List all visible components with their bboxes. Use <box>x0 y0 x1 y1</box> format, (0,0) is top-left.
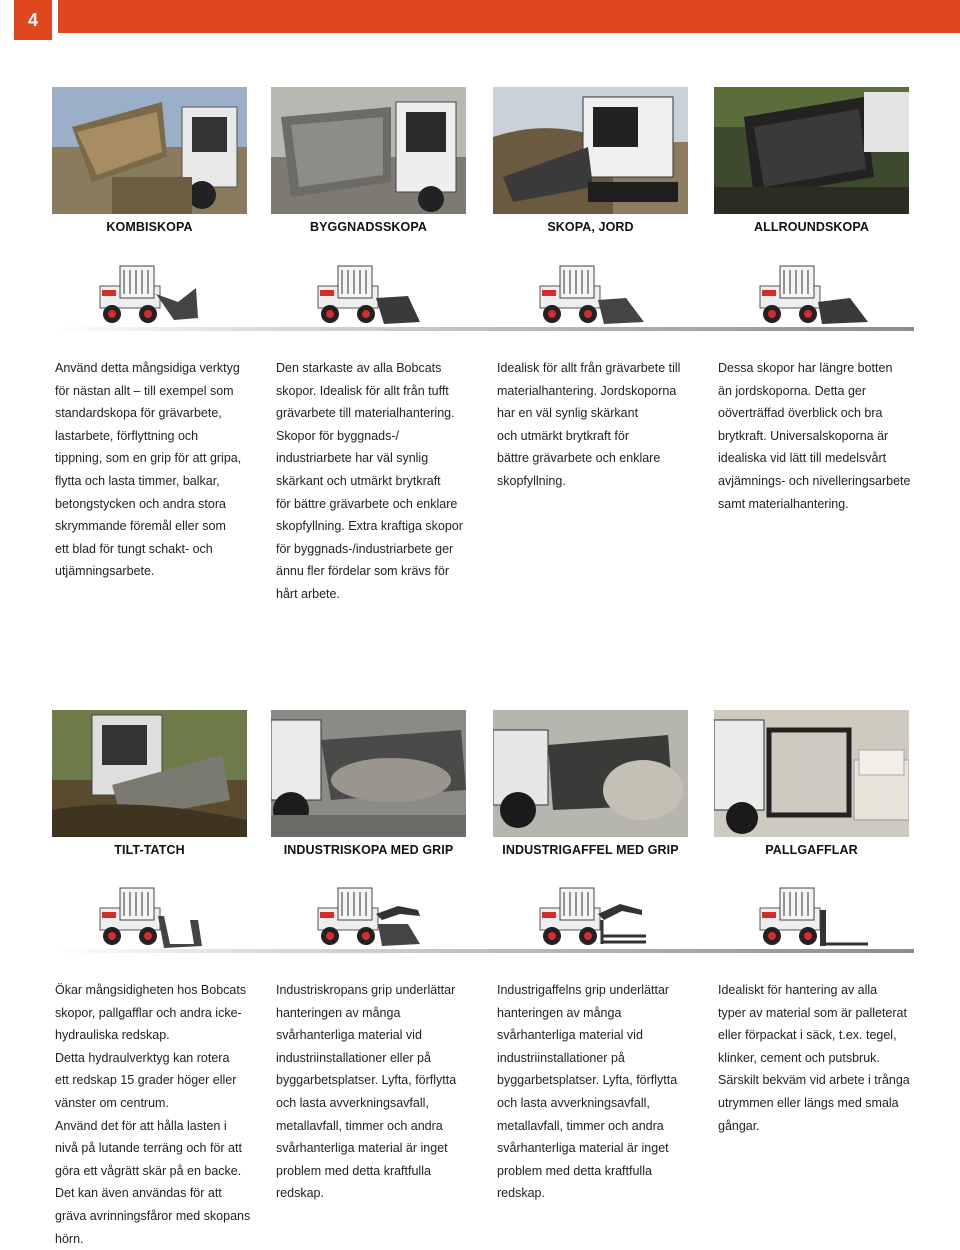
text-line: metallavfall, timmer och andra <box>276 1118 443 1133</box>
text-line: för byggnads-/industriarbete ger <box>276 541 454 556</box>
text-line: svårhanterliga material vid <box>276 1028 422 1043</box>
description-kombiskopa <box>55 357 260 583</box>
text-line: hydrauliska redskap. <box>55 1028 170 1043</box>
text-line: industriarbete har väl synlig <box>276 451 429 466</box>
description-industriskopa-med-grip <box>276 979 481 1205</box>
photo-allroundskopa <box>714 87 909 214</box>
machine-illustration-kombiskopa <box>90 258 210 328</box>
text-line: skopor. Idealisk för allt från tufft <box>276 383 449 398</box>
text-line: problem med detta kraftfulla <box>497 1163 652 1178</box>
machine-illustration-allroundskopa <box>750 258 870 328</box>
text-line: materialhantering. Jordskoporna <box>497 383 677 398</box>
text-line: Använd detta mångsidiga verktyg <box>55 361 240 375</box>
text-line: avjämnings- och nivelleringsarbete <box>718 473 911 488</box>
machine-illustration-tilt-tatch <box>90 880 210 950</box>
text-line: Industriskropans grip underlättar <box>276 983 456 997</box>
machine-illustration-industrigaffel-med-grip <box>530 880 650 950</box>
description-byggnadsskopa <box>276 357 481 606</box>
text-line: svårhanterliga material är inget <box>497 1141 669 1156</box>
text-line: grävarbete till materialhantering. <box>276 406 455 421</box>
text-line: Industrigaffelns grip underlättar <box>497 983 670 997</box>
divider-top <box>52 327 914 331</box>
text-line: idealiska vid lätt till medelsvårt <box>718 451 887 466</box>
text-line: industriinstallationer på <box>497 1050 625 1065</box>
photo-skopa-jord <box>493 87 688 214</box>
text-line: vänster om centrum. <box>55 1095 169 1110</box>
photo-pallgafflar <box>714 710 909 837</box>
description-allroundskopa <box>718 357 923 515</box>
text-line: skärkant och utmärkt brytkraft <box>276 473 441 488</box>
text-line: Använd det för att hålla lasten i <box>55 1118 227 1133</box>
text-line: byggarbetsplatser. Lyfta, förflytta <box>497 1073 678 1088</box>
text-line: Idealisk för allt från grävarbete till <box>497 361 681 375</box>
caption-byggnadsskopa: BYGGNADSSKOPA <box>309 220 428 234</box>
caption-tilt-tatch: TILT-TATCH <box>114 843 185 857</box>
text-line: Särskilt bekväm vid arbete i trånga <box>718 1073 910 1088</box>
text-line: redskap. <box>276 1186 324 1201</box>
machine-illustration-byggnadsskopa <box>308 258 428 328</box>
photo-industriskopa-med-grip <box>271 710 466 837</box>
text-line: och utmärkt brytkraft för <box>497 428 629 443</box>
text-line: problem med detta kraftfulla <box>276 1163 431 1178</box>
divider-bottom <box>52 949 914 953</box>
header-bar <box>58 0 960 33</box>
description-tilt-tatch <box>55 979 260 1250</box>
text-line: har en väl synlig skärkant <box>497 406 639 421</box>
text-line: än jordskoporna. Detta ger <box>718 383 867 398</box>
text-line: typer av material som är palleterat <box>718 1005 907 1020</box>
text-line: samt materialhantering. <box>718 496 849 511</box>
text-line: skopfyllning. <box>497 473 566 488</box>
text-line: industriinstallationer eller på <box>276 1050 431 1065</box>
photo-tilt-tatch <box>52 710 247 837</box>
text-line: klinker, cement och putsbruk. <box>718 1050 880 1065</box>
machine-illustration-skopa-jord <box>530 258 650 328</box>
text-line: skrymmande föremål eller som <box>55 519 226 534</box>
text-line: för bättre grävarbete och enklare <box>276 496 458 511</box>
photo-byggnadsskopa <box>271 87 466 214</box>
text-line: utjämningsarbete. <box>55 564 155 579</box>
text-line: byggarbetsplatser. Lyfta, förflytta <box>276 1073 457 1088</box>
text-line: ett blad för tungt schakt- och <box>55 541 213 556</box>
text-line: flytta och lasta timmer, balkar, <box>55 473 220 488</box>
text-line: Ökar mångsidigheten hos Bobcats <box>55 983 247 997</box>
caption-skopa-jord: SKOPA, JORD <box>547 220 634 234</box>
text-line: gräva avrinningsfåror med skopans <box>55 1208 251 1223</box>
text-line: Detta hydraulverktyg kan rotera <box>55 1050 230 1065</box>
text-line: utrymmen eller längs med smala <box>718 1095 899 1110</box>
text-line: bättre grävarbete och enklare <box>497 451 661 466</box>
text-line: Dessa skopor har längre botten <box>718 361 893 375</box>
text-line: svårhanterliga material är inget <box>276 1141 448 1156</box>
text-line: Den starkaste av alla Bobcats <box>276 361 442 375</box>
text-line: tippning, som en grip för att gripa, <box>55 451 242 466</box>
photo-kombiskopa <box>52 87 247 214</box>
text-line: svårhanterliga material vid <box>497 1028 643 1043</box>
text-line: lastarbete, förflyttning och <box>55 428 199 443</box>
text-line: för nästan allt – till exempel som <box>55 383 234 398</box>
text-line: nivå på lutande terräng och för att <box>55 1141 242 1156</box>
description-skopa-jord <box>497 357 702 493</box>
text-line: Idealiskt för hantering av alla <box>718 983 878 997</box>
text-line: gångar. <box>718 1118 760 1133</box>
text-line: oöverträffad överblick och bra <box>718 406 883 421</box>
text-line: skopfyllning. Extra kraftiga skopor <box>276 519 463 534</box>
caption-industrigaffel-med-grip: INDUSTRIGAFFEL MED GRIP <box>502 843 679 857</box>
text-line: brytkraft. Universalskoporna är <box>718 428 889 443</box>
text-line: hårt arbete. <box>276 586 340 601</box>
photo-industrigaffel-med-grip <box>493 710 688 837</box>
text-line: betongstycken och andra stora <box>55 496 226 511</box>
text-line: ett redskap 15 grader höger eller <box>55 1073 237 1088</box>
caption-allroundskopa: ALLROUNDSKOPA <box>754 220 869 234</box>
description-pallgafflar <box>718 979 923 1137</box>
text-line: metallavfall, timmer och andra <box>497 1118 664 1133</box>
text-line: skopor, pallgafflar och andra icke- <box>55 1005 242 1020</box>
caption-kombiskopa: KOMBISKOPA <box>106 220 193 234</box>
text-line: och lasta avverkningsavfall, <box>497 1095 650 1110</box>
machine-illustration-industriskopa-med-grip <box>308 880 428 950</box>
text-line: Det kan även användas för att <box>55 1186 222 1201</box>
text-line: ännu fler fördelar som krävs för <box>276 564 449 579</box>
caption-pallgafflar: PALLGAFFLAR <box>765 843 858 857</box>
page-number: 4 <box>14 0 52 40</box>
caption-industriskopa-med-grip: INDUSTRISKOPA MED GRIP <box>283 843 454 857</box>
text-line: hanteringen av många <box>497 1005 622 1020</box>
text-line: och lasta avverkningsavfall, <box>276 1095 429 1110</box>
text-line: standardskopa för grävarbete, <box>55 406 222 421</box>
text-line: hörn. <box>55 1231 84 1246</box>
text-line: hanteringen av många <box>276 1005 401 1020</box>
text-line: Skopor för byggnads-/ <box>276 428 399 443</box>
description-industrigaffel-med-grip <box>497 979 702 1205</box>
text-line: göra ett vågrätt skär på en backe. <box>55 1163 242 1178</box>
machine-illustration-pallgafflar <box>750 880 870 950</box>
text-line: redskap. <box>497 1186 545 1201</box>
text-line: eller förpackat i säck, t.ex. tegel, <box>718 1028 897 1043</box>
